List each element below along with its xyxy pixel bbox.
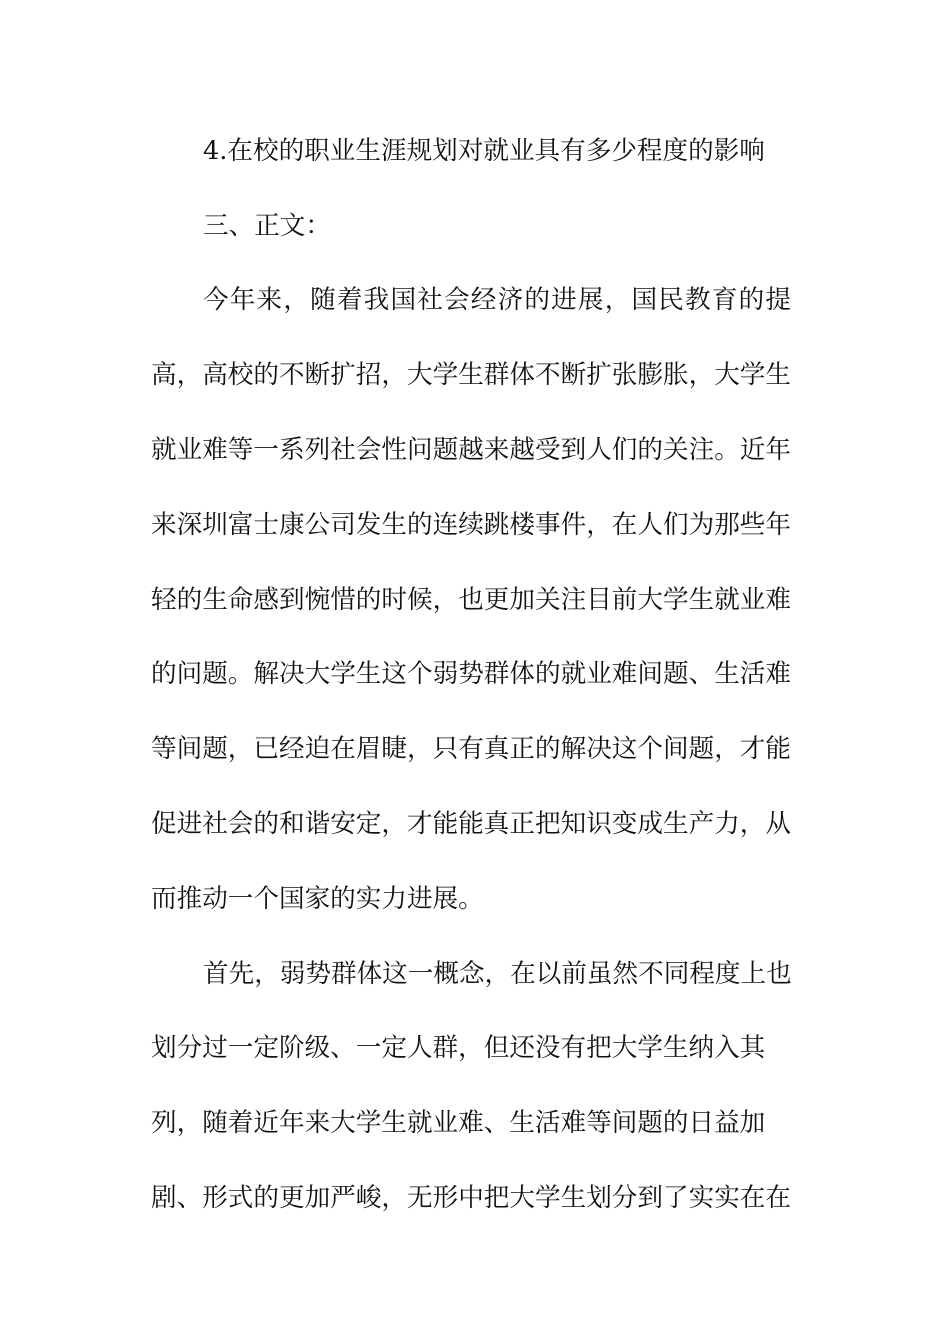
paragraph-1-line-8: 促进社会的和谐安定，才能能真正把知识变成生产力，从: [151, 809, 791, 839]
paragraph-1-line-5: 轻的生命感到惋惜的时候，也更加关注目前大学生就业难: [151, 585, 791, 615]
paragraph-2-line-3: 列，随着近年来大学生就业难、生活难等间题的日益加: [151, 1108, 766, 1138]
section-heading: 三、正文：: [203, 211, 331, 241]
paragraph-1-line-4: 来深圳富士康公司发生的连续跳楼事件，在人们为那些年: [151, 510, 791, 540]
paragraph-2-line-1: 首先，弱势群体这一概念，在以前虽然不同程度上也: [203, 959, 792, 989]
paragraph-1-line-7: 等间题，已经迫在眉睫，只有真正的解决这个间题，才能: [151, 734, 791, 764]
paragraph-1-line-1: 今年来，随着我国社会经济的进展，国民教育的提: [203, 285, 791, 315]
paragraph-1-line-3: 就业难等一系列社会性问题越来越受到人们的关注。近年: [151, 435, 791, 465]
paragraph-1-line-6: 的问题。解决大学生这个弱势群体的就业难间题、生活难: [151, 659, 791, 689]
paragraph-1-line-9: 而推动一个国家的实力进展。: [151, 884, 484, 914]
paragraph-2-line-4: 剧、形式的更加严峻，无形中把大学生划分到了实实在在: [151, 1183, 791, 1213]
list-item-4: 4.在校的职业生涯规划对就业具有多少程度的影响: [203, 136, 765, 166]
paragraph-2-line-2: 划分过一定阶级、一定人群，但还没有把大学生纳入其: [151, 1033, 766, 1063]
paragraph-1-line-2: 高，高校的不断扩招，大学生群体不断扩张膨胀，大学生: [151, 360, 791, 390]
